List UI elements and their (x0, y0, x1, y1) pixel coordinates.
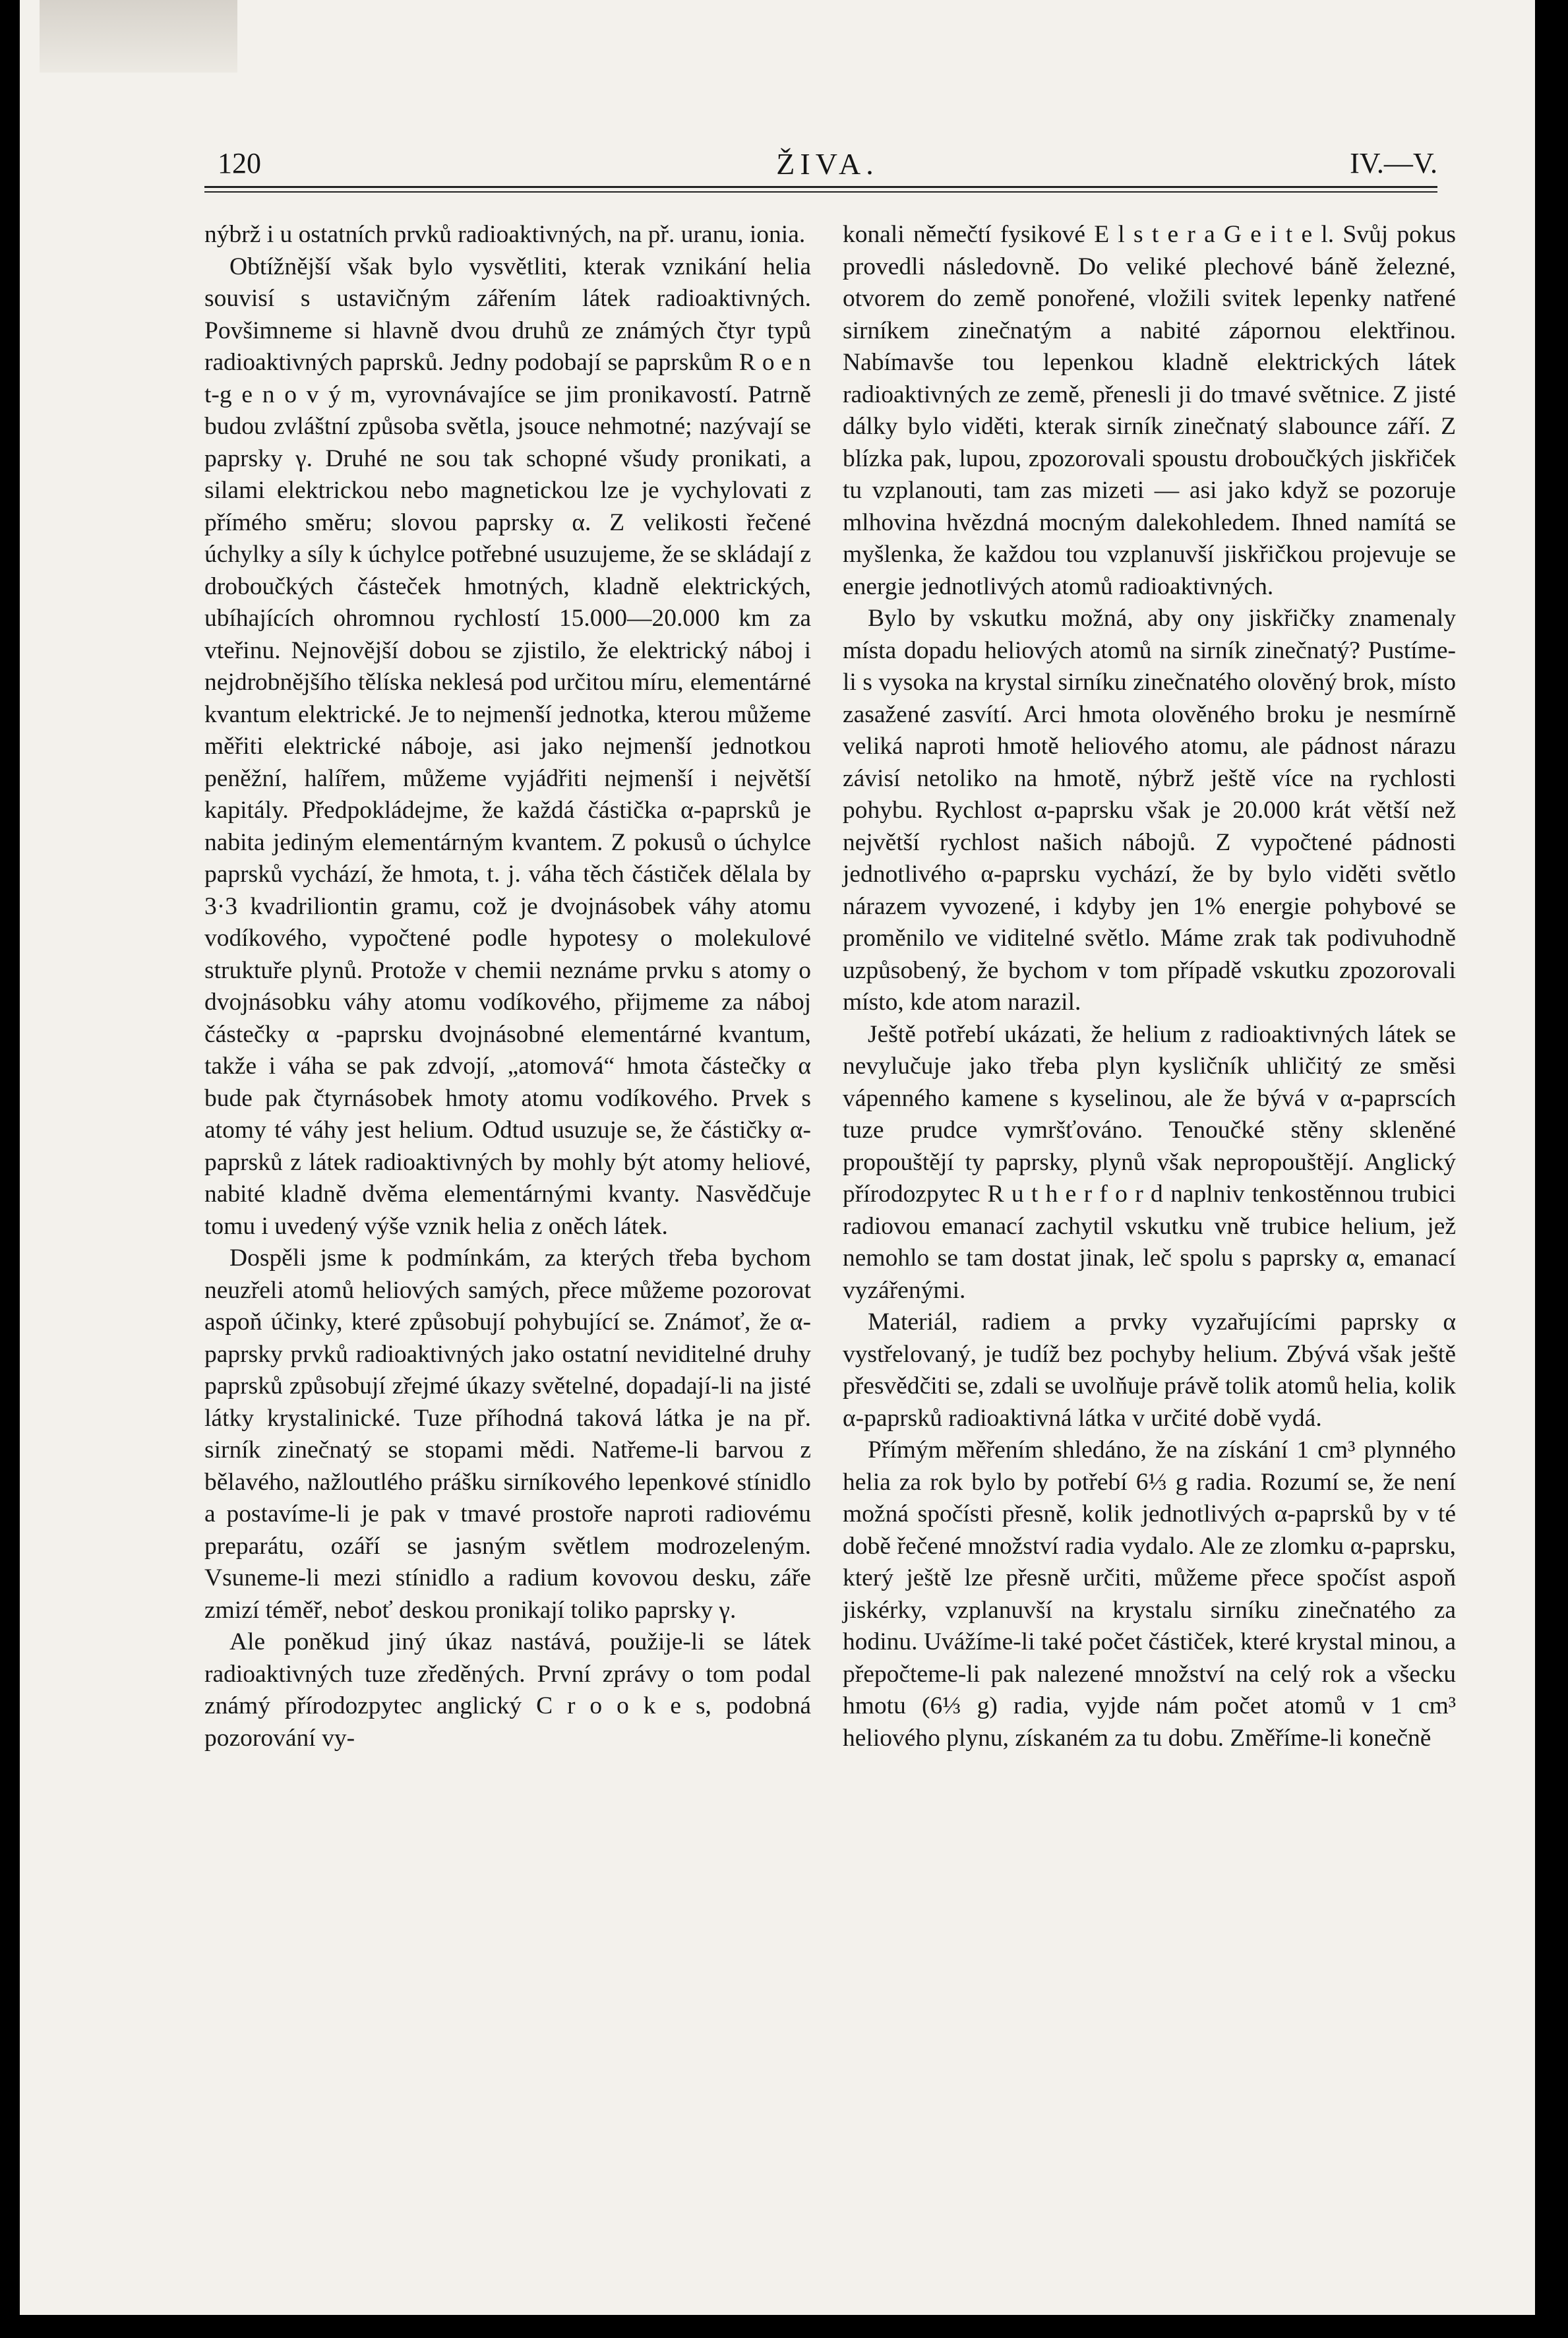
page-number: 120 (218, 147, 261, 179)
left-column (204, 219, 811, 1754)
paragraph: Obtížnější však bylo vysvětliti, kterak vznikání helia souvisí s ustavičným zářením látek radioaktivných. Povšimneme si hlavně dvou druhů ze známých čtyr typů radioaktivných paprsků. Jedny podobají se paprskům R o e n t-g e n o v ý m, vyrovnávajíce se jim pronikavostí. Patrně budou zvláštní způsoba světla, jsouce nehmotné; nazývají se paprsky γ. Druhé ne sou tak schopné všudy pronikati, a silami elektrickou nebo magnetickou lze je vychylovati z přímého směru; slovou paprsky α. Z velikosti řečené úchylky a síly k úchylce potřebné usuzujeme, že se skládají z droboučkých částeček hmotných, kladně elektrických, ubíhajících ohromnou rychlostí 15.000—20.000 km za vteřinu. Nejnovější dobou se zjistilo, že elektrický náboj i nejdrobnějšího tělíska neklesá pod určitou míru, elementárné kvantum elektrické. Je to nejmenší jednotka, kterou můžeme měřiti elektrické náboje, asi jako nejmenší jednotkou peněžní, halířem, můžeme vyjádřiti nejmenší i největší kapitály. Předpokládejme, že každá částička α-paprsků je nabita jediným elementárným kvantem. Z pokusů o úchylce paprsků vychází, že hmota, t. j. váha těch částiček dělala by 3·3 kvadriliontin gramu, což je dvojnásobek váhy atomu vodíkového, vypočtené podle hypotesy o molekulové struktuře plynů. Protože v chemii neznáme prvku s atomy o dvojnásobku váhy atomu vodíkového, přijmeme za náboj částečky α -paprsku dvojnásobné elementárné kvantum, takže i váha se pak zdvojí, „atomová“ hmota částečky α bude pak čtyrnásobek hmoty atomu vodíkového. Prvek s atomy té váhy jest helium. Odtud usuzuje se, že částičky α-paprsků z látek radioaktivných by mohly být atomy heliové, nabité kladně dvěma elementárnými kvanty. Nasvědčuje tomu i uvedený výše vznik helia z oněch látek. (204, 253, 811, 1240)
paragraph: Ještě potřebí ukázati, že helium z radioaktivných látek se nevylučuje jako třeba plyn kysličník uhličitý ze směsi vápenného kamene s kyselinou, ale že bývá v α-paprscích tuze prudce vymršťováno. Tenoučké stěny skleněné propouštějí ty paprsky, plynů však nepropouštějí. Anglický přírodozpytec R u t h e r f o r d naplniv tenkostěnnou trubici radiovou emanací zachytil vskutku vně trubice helium, jež nemohlo se tam dostat jinak, leč spolu s paprsky α, emanací vyzářenými. (843, 1020, 1456, 1304)
paragraph: Přímým měřením shledáno, že na získání 1 cm³ plynného helia za rok bylo by potřebí 6⅓ g radia. Rozumí se, že není možná spočísti přesně, kolik jednotlivých α-paprsků by v té době řečené množství radia vydalo. Ale ze zlomku α-paprsku, který ještě lze přesně určiti, můžeme přece spočíst aspoň jiskérky, vzplanuvší na krystalu sirníku zinečnatého za hodinu. Uvážíme-li také počet částiček, které krystal minou, a přepočteme-li pak nalezené množství na celý rok a všecku hmotu (6⅓ g) radia, vyjde nám počet atomů v 1 cm³ heliového plynu, získaném za tu dobu. Změříme-li konečně (843, 1436, 1456, 1752)
paragraph: Ale poněkud jiný úkaz nastává, použije-li se látek radioaktivných tuze zředěných. První zprávy o tom podal známý přírodozpytec anglický C r o o k e s, podobná pozorování vy- (204, 1628, 811, 1752)
journal-title: ŽIVA. (776, 147, 879, 181)
paragraph: konali němečtí fysikové E l s t e r a G e i t e l. Svůj pokus provedli následovně. Do veliké plechové báně železné, otvorem do země ponořené, vložili svitek lepenky natřené sirníkem zinečnatým a nabité zápornou elektřinou. Nabímavše tou lepenkou kladně elektrických látek radioaktivných ze země, přenesli ji do tmavé světnice. Z jisté dálky bylo viděti, kterak sirník zinečnatý slabounce září. Z blízka pak, lupou, zpozorovali spoustu droboučkých jiskřiček tu vzplanouti, tam zas mizeti — asi jako když se pozoruje mlhovina hvězdná mocným dalekohledem. Ihned namítá se myšlenka, že každou tou vzplanuvší jiskřičkou projevuje se energie jednotlivých atomů radioaktivných. (843, 221, 1456, 600)
volume-label: IV.—V. (1350, 147, 1437, 179)
paragraph: nýbrž i u ostatních prvků radioaktivných, na př. uranu, ionia. (204, 221, 806, 248)
paragraph: Bylo by vskutku možná, aby ony jiskřičky znamenaly místa dopadu heliových atomů na sirník zinečnatý? Pustíme-li s vysoka na krystal sirníku zinečnatého olověný brok, místo zasažené zasvítí. Arci hmota olověného broku je nesmírně veliká naproti hmotě heliového atomu, ale pádnost nárazu závisí netoliko na hmotě, nýbrž ještě více na rychlosti pohybu. Rychlost α-paprsku však je 20.000 krát větší než největší rychlost našich nábojů. Z vypočtené pádnosti jednotlivého α-paprsku vychází, že by bylo viděti světlo nárazem vyvozené, i kdyby jen 1% energie pohybové se proměnilo ve viditelné světlo. Máme zrak tak podivuhodně uzpůsobený, že bychom v tom případě vskutku zpozorovali místo, kde atom narazil. (843, 605, 1456, 1016)
header-rule-secondary (204, 191, 1437, 193)
right-column (843, 219, 1456, 1754)
running-header (218, 146, 1437, 183)
paragraph: Dospěli jsme k podmínkám, za kterých třeba bychom neuzřeli atomů heliových samých, přece můžeme pozorovat aspoň účinky, které způsobují pohybující se. Známoť, že α-paprsky prvků radioaktivných jako ostatní neviditelné druhy paprsků způsobují zřejmé úkazy světelné, dopadají-li na jisté látky krystalinické. Tuze příhodná taková látka je na př. sirník zinečnatý se stopami mědi. Natřeme-li barvou z bělavého, nažloutlého prášku sirníkového lepenkové stínidlo a postavíme-li je pak v tmavé prostoře naproti radiovému preparátu, ozáří se jasným světlem modrozeleným. Vsuneme-li mezi stínidlo a radium kovovou desku, záře zmizí téměř, neboť deskou pronikají toliko paprsky γ. (204, 1245, 811, 1624)
paragraph: Materiál, radiem a prvky vyzařujícími paprsky α vystřelovaný, je tudíž bez pochyby helium. Zbývá však ještě přesvědčiti se, zdali se uvolňuje právě tolik atomů helia, kolik α-paprsků radioaktivná látka v určité době vydá. (843, 1308, 1456, 1432)
header-rule (204, 186, 1437, 188)
scan-corner-mark (40, 0, 237, 73)
